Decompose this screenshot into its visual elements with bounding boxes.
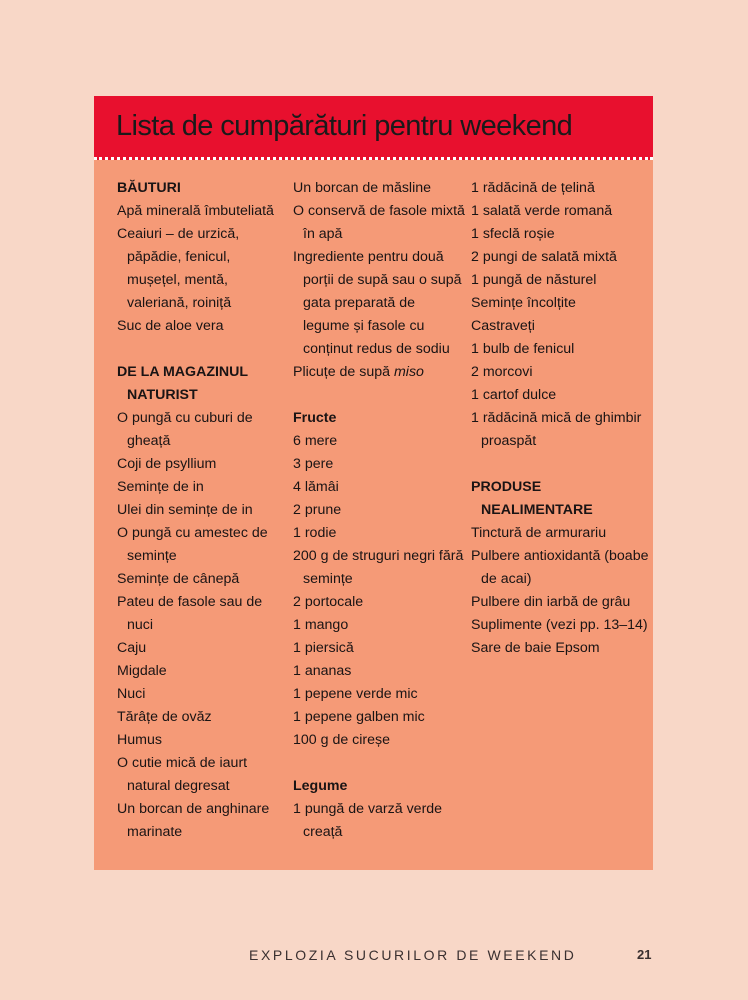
section-gap bbox=[293, 752, 465, 775]
list-item: Semințe de cânepă bbox=[117, 571, 240, 587]
list-item: O pungă cu amestec de semințe bbox=[117, 525, 268, 564]
list-item-text: Plicuțe de supă bbox=[293, 364, 394, 380]
list-item: Pulbere antioxidantă (boabe de acai) bbox=[471, 548, 649, 587]
list-item: Ingrediente pentru două porții de supă sau o supă gata preparată de legume și fasole cu conținut redus de sodiu bbox=[293, 249, 462, 357]
list-item: 100 g de cireșe bbox=[293, 732, 391, 748]
list-item: 6 mere bbox=[293, 433, 338, 449]
list-item: 1 cartof dulce bbox=[471, 387, 557, 403]
section-heading: Fructe bbox=[293, 410, 337, 426]
list-item: Semințe de in bbox=[117, 479, 204, 495]
section-gap bbox=[117, 338, 287, 361]
list-item: 1 bulb de fenicul bbox=[471, 341, 575, 357]
list-item bbox=[293, 361, 465, 384]
section-heading: DE LA MAGAZINUL NATURIST bbox=[117, 364, 248, 403]
list-item: Humus bbox=[117, 732, 162, 748]
title-bar bbox=[94, 96, 653, 160]
list-item: Un borcan de anghinare marinate bbox=[117, 801, 270, 840]
list-item: Sare de baie Epsom bbox=[471, 640, 600, 656]
section-heading: PRODUSE NEALIMENTARE bbox=[471, 479, 593, 518]
list-item: 1 salată verde romană bbox=[471, 203, 613, 219]
section-gap bbox=[293, 384, 465, 407]
section-heading: Legume bbox=[293, 778, 348, 794]
section-heading: BĂUTURI bbox=[117, 180, 181, 196]
list-column-3 bbox=[471, 177, 649, 660]
list-item: 1 rădăcină mică de ghimbir proaspăt bbox=[471, 410, 642, 449]
list-item: O conservă de fasole mixtă în apă bbox=[293, 203, 465, 242]
list-item: 1 pungă de năsturel bbox=[471, 272, 597, 288]
list-item: 1 rodie bbox=[293, 525, 337, 541]
list-item: 1 rădăcină de țelină bbox=[471, 180, 595, 196]
list-item: 1 ananas bbox=[293, 663, 352, 679]
page-title: Lista de cumpărături pentru weekend bbox=[116, 110, 573, 142]
section-gap bbox=[471, 453, 649, 476]
list-item: Semințe încolțite bbox=[471, 295, 576, 311]
list-item: Pulbere din iarbă de grâu bbox=[471, 594, 631, 610]
list-item: Tărâțe de ovăz bbox=[117, 709, 212, 725]
list-item: Un borcan de măsline bbox=[293, 180, 432, 196]
list-item: 1 pepene galben mic bbox=[293, 709, 425, 725]
list-item: 2 morcovi bbox=[471, 364, 533, 380]
page-number: 21 bbox=[637, 947, 652, 962]
list-item-emphasis: miso bbox=[393, 364, 424, 380]
list-item: 1 piersică bbox=[293, 640, 354, 656]
list-item: Pateu de fasole sau de nuci bbox=[117, 594, 263, 633]
list-item: Suplimente (vezi pp. 13–14) bbox=[471, 617, 648, 633]
list-column-1 bbox=[117, 177, 287, 844]
list-item: Apă minerală îmbuteliată bbox=[117, 203, 274, 219]
list-item: Coji de psyllium bbox=[117, 456, 217, 472]
list-item: 1 pungă de varză verde creață bbox=[293, 801, 443, 840]
list-item: Ceaiuri – de urzică, păpădie, fenicul, mușețel, mentă, valeriană, roiniță bbox=[117, 226, 240, 311]
list-item: Tinctură de armurariu bbox=[471, 525, 607, 541]
list-item: O cutie mică de iaurt natural degresat bbox=[117, 755, 248, 794]
list-item: 3 pere bbox=[293, 456, 334, 472]
list-item: 4 lămâi bbox=[293, 479, 339, 495]
list-item: 2 portocale bbox=[293, 594, 364, 610]
list-item: Caju bbox=[117, 640, 147, 656]
list-item: 1 sfeclă roșie bbox=[471, 226, 555, 242]
list-item: Suc de aloe vera bbox=[117, 318, 224, 334]
shopping-list-panel bbox=[94, 96, 653, 870]
list-item: Nuci bbox=[117, 686, 146, 702]
list-item: Migdale bbox=[117, 663, 167, 679]
list-item: 1 pepene verde mic bbox=[293, 686, 418, 702]
list-item: 1 mango bbox=[293, 617, 349, 633]
list-item: 2 pungi de salată mixtă bbox=[471, 249, 617, 265]
list-item: Ulei din semințe de in bbox=[117, 502, 253, 518]
list-item: Castraveți bbox=[471, 318, 535, 334]
running-footer: EXPLOZIA SUCURILOR DE WEEKEND bbox=[249, 947, 577, 963]
list-item: O pungă cu cuburi de gheață bbox=[117, 410, 253, 449]
list-item: 2 prune bbox=[293, 502, 342, 518]
list-column-2 bbox=[293, 177, 465, 844]
list-item: 200 g de struguri negri fără semințe bbox=[293, 548, 464, 587]
